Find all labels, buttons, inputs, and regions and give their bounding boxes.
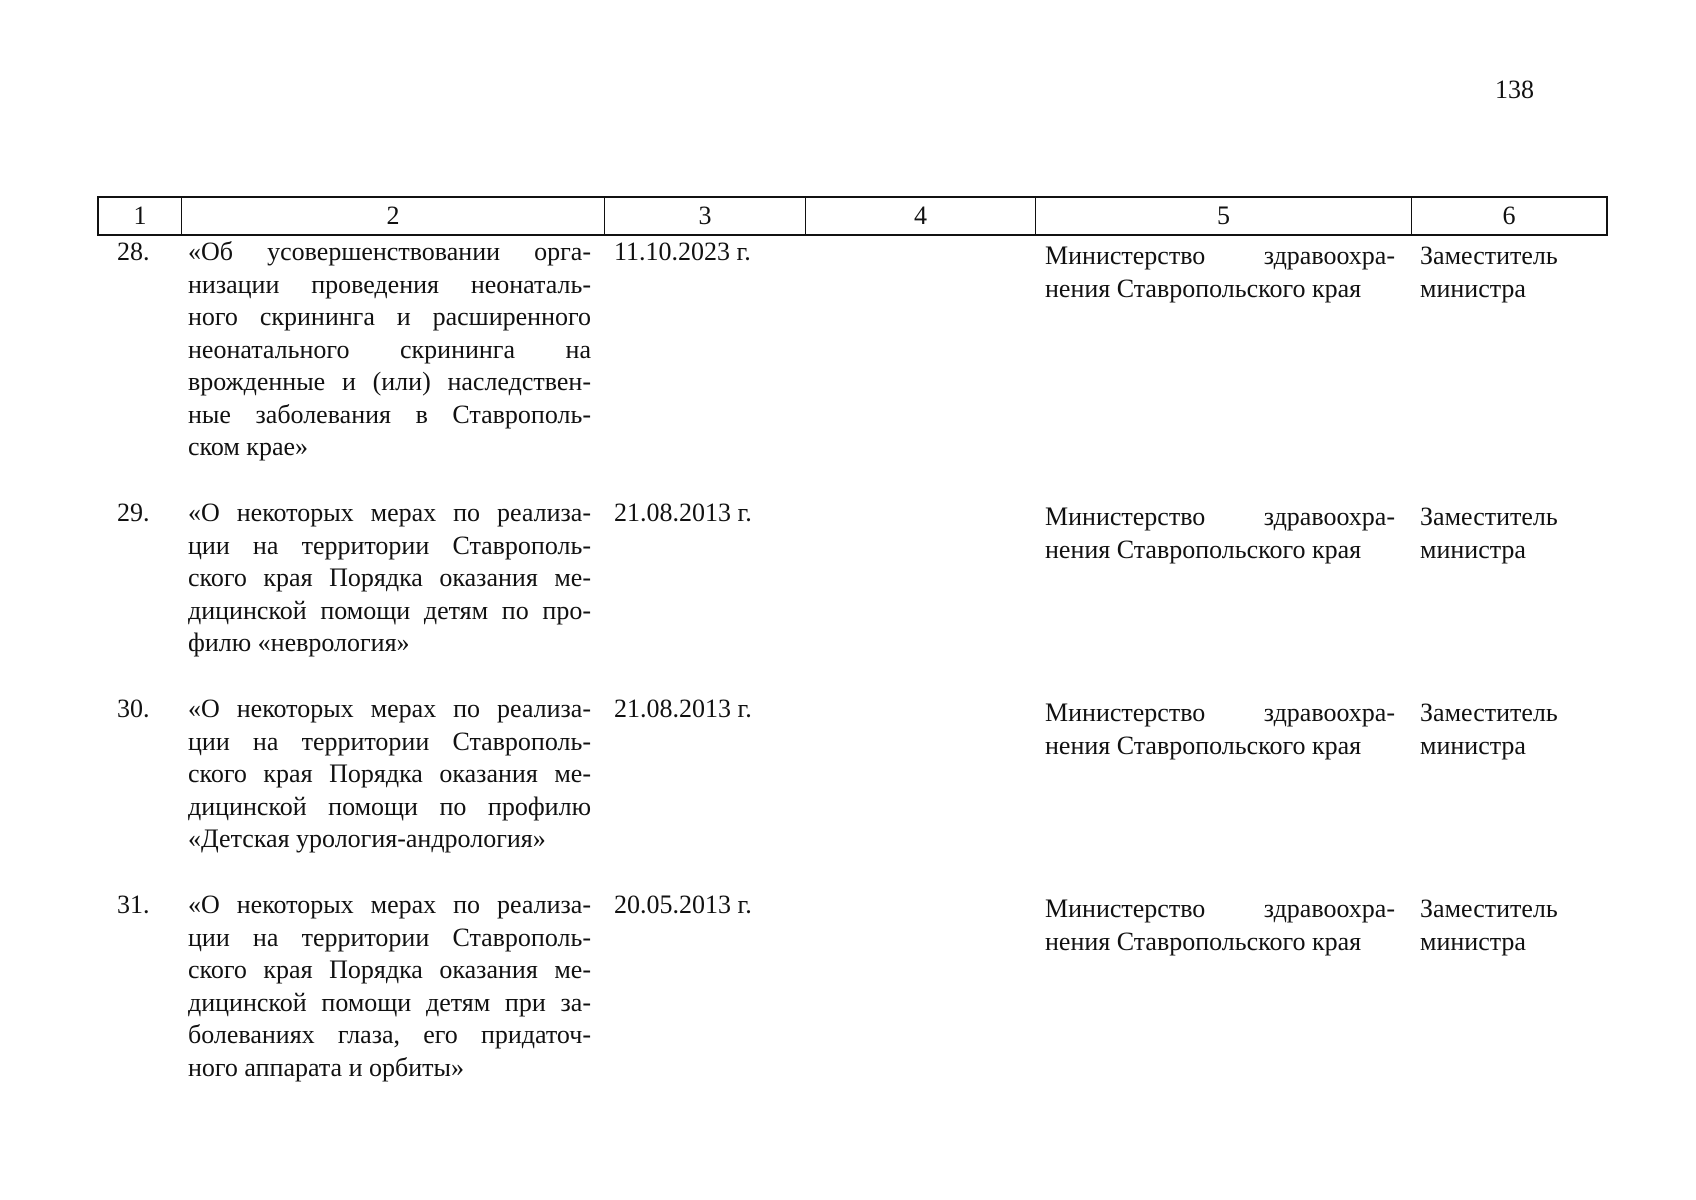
title-line: дицинской помощи по профилю xyxy=(188,791,591,821)
title-line: низации проведения неонаталь- xyxy=(188,269,591,299)
org-line: Министерство здравоохра- xyxy=(1045,241,1395,270)
title-line: «О некоторых мерах по реализа- xyxy=(188,694,591,723)
position-line: министра xyxy=(1420,730,1526,760)
org-line: нения Ставропольского края xyxy=(1045,534,1362,564)
title-line: филю «неврология» xyxy=(188,628,410,657)
title-line: ского края Порядка оказания ме- xyxy=(188,955,591,984)
header-cell-3: 3 xyxy=(605,198,806,234)
position-line: Заместитель xyxy=(1420,502,1558,531)
document-date: 11.10.2023 г. xyxy=(614,237,751,266)
document-title xyxy=(188,497,591,660)
title-line: ции на территории Ставрополь- xyxy=(188,530,591,560)
title-line: болеваниях глаза, его придаточ- xyxy=(188,1020,591,1049)
org-line: нения Ставропольского края xyxy=(1045,273,1362,303)
title-line: ные заболевания в Ставрополь- xyxy=(188,399,591,429)
org-line: нения Ставропольского края xyxy=(1045,926,1362,956)
title-line: ного аппарата и орбиты» xyxy=(188,1052,464,1082)
row-number: 28. xyxy=(117,237,150,266)
header-cell-6: 6 xyxy=(1502,201,1516,230)
responsible-position xyxy=(1420,240,1600,305)
position-line: Заместитель xyxy=(1420,241,1558,270)
position-line: министра xyxy=(1420,273,1526,303)
title-line: ском крае» xyxy=(188,432,309,461)
title-line: ного скрининга и расширенного xyxy=(188,302,591,331)
position-line: Заместитель xyxy=(1420,894,1558,923)
position-line: министра xyxy=(1420,926,1526,956)
document-date: 21.08.2013 г. xyxy=(614,694,752,723)
page-number: 138 xyxy=(1495,75,1534,104)
org-line: Министерство здравоохра- xyxy=(1045,502,1395,531)
organization xyxy=(1045,501,1395,566)
organization xyxy=(1045,240,1395,305)
document-title xyxy=(188,236,591,464)
position-line: Заместитель xyxy=(1420,698,1558,727)
document-date: 21.08.2013 г. xyxy=(614,498,752,527)
header-cell-4: 4 xyxy=(806,198,1036,234)
title-line: «О некоторых мерах по реализа- xyxy=(188,498,591,527)
row-number: 31. xyxy=(117,890,150,919)
document-date: 20.05.2013 г. xyxy=(614,890,752,919)
organization xyxy=(1045,697,1395,762)
title-line: дицинской помощи детям по про- xyxy=(188,595,591,625)
header-cell-1: 1 xyxy=(99,198,182,234)
title-line: ского края Порядка оказания ме- xyxy=(188,759,591,788)
responsible-position xyxy=(1420,501,1600,566)
org-line: Министерство здравоохра- xyxy=(1045,894,1395,923)
title-line: ции на территории Ставрополь- xyxy=(188,726,591,756)
responsible-position xyxy=(1420,697,1600,762)
title-line: «Детская урология-андрология» xyxy=(188,824,546,853)
title-line: ции на территории Ставрополь- xyxy=(188,922,591,952)
row-number: 29. xyxy=(117,498,150,527)
document-title xyxy=(188,693,591,856)
title-line: «О некоторых мерах по реализа- xyxy=(188,890,591,919)
title-line: врожденные и (или) наследствен- xyxy=(188,367,591,396)
title-line: дицинской помощи детям при за- xyxy=(188,987,591,1017)
org-line: Министерство здравоохра- xyxy=(1045,698,1395,727)
title-line: неонатального скрининга на xyxy=(188,334,591,364)
document-title xyxy=(188,889,591,1084)
position-line: министра xyxy=(1420,534,1526,564)
title-line: «Об усовершенствовании орга- xyxy=(188,237,591,266)
organization xyxy=(1045,893,1395,958)
table-header-row xyxy=(97,196,1608,236)
row-number: 30. xyxy=(117,694,150,723)
header-cell-5: 5 xyxy=(1036,198,1412,234)
responsible-position xyxy=(1420,893,1600,958)
org-line: нения Ставропольского края xyxy=(1045,730,1362,760)
header-cell-2: 2 xyxy=(182,198,605,234)
title-line: ского края Порядка оказания ме- xyxy=(188,563,591,592)
